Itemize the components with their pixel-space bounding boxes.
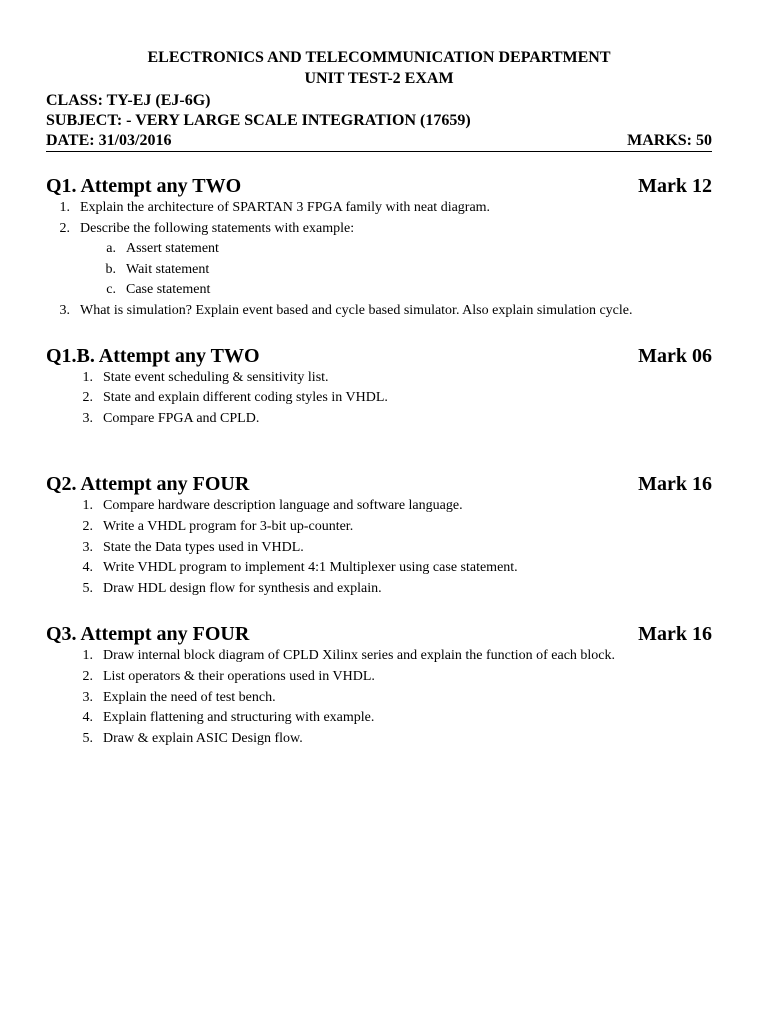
question-number: 2. (59, 220, 70, 236)
exam-paper (46, 47, 712, 749)
question-number: 4. (82, 710, 93, 726)
question-text: Draw & explain ASIC Design flow. (103, 730, 303, 746)
section-title: Q3. Attempt any FOUR (46, 623, 250, 646)
sub-question-text: Case statement (126, 282, 211, 298)
section-title: Q2. Attempt any FOUR (46, 473, 250, 496)
question-item (46, 579, 712, 600)
question-number: 5. (82, 730, 93, 746)
question-number: 3. (82, 539, 93, 555)
question-number: 4. (82, 560, 93, 576)
sub-question-item (46, 239, 712, 260)
exam-title: UNIT TEST-2 EXAM (304, 70, 454, 87)
question-item (46, 729, 712, 750)
question-text: What is simulation? Explain event based and cycle based simulator. Also explain simulation cycle. (80, 302, 633, 318)
question-list (46, 368, 712, 430)
section-mark: Mark 12 (638, 175, 712, 197)
section-q2 (46, 472, 712, 599)
section-q1b (46, 344, 712, 430)
total-marks: MARKS: 50 (627, 132, 712, 149)
question-number: 2. (82, 390, 93, 406)
section-q1 (46, 174, 712, 322)
department-title: ELECTRONICS AND TELECOMMUNICATION DEPARTMENT (147, 49, 611, 66)
question-text: Describe the following statements with example: (80, 220, 355, 236)
question-item (46, 646, 712, 667)
sub-question-item (46, 260, 712, 281)
question-text: Write a VHDL program for 3-bit up-counter. (103, 518, 354, 534)
question-item (46, 496, 712, 517)
question-number: 2. (82, 668, 93, 684)
sub-question-letter: a. (106, 241, 116, 257)
question-text: List operators & their operations used in VHDL. (103, 668, 375, 684)
section-header (46, 344, 712, 368)
question-item (46, 409, 712, 430)
question-item (46, 667, 712, 688)
question-number: 2. (82, 518, 93, 534)
question-item (46, 688, 712, 709)
question-item (46, 538, 712, 559)
question-text: State and explain different coding styles in VHDL. (103, 390, 388, 406)
question-text: State event scheduling & sensitivity list. (103, 369, 329, 385)
section-title: Q1.B. Attempt any TWO (46, 344, 260, 367)
date-marks-row (46, 131, 712, 152)
section-title: Q1. Attempt any TWO (46, 175, 242, 197)
question-text: Draw HDL design flow for synthesis and explain. (103, 580, 382, 596)
question-item (46, 219, 712, 240)
section-q3 (46, 622, 712, 749)
question-number: 1. (82, 648, 93, 664)
question-item (46, 198, 712, 219)
question-item (46, 558, 712, 579)
question-list (46, 496, 712, 599)
question-list (46, 646, 712, 749)
question-item (46, 301, 712, 322)
question-text: Explain the need of test bench. (103, 689, 276, 705)
question-item (46, 708, 712, 729)
question-number: 3. (82, 410, 93, 426)
question-number: 1. (59, 200, 70, 215)
sub-question-item (46, 280, 712, 301)
question-list (46, 198, 712, 322)
question-text: Compare FPGA and CPLD. (103, 410, 260, 426)
subject-line: SUBJECT: - VERY LARGE SCALE INTEGRATION (17659) (46, 112, 471, 129)
section-header (46, 174, 712, 198)
question-number: 1. (82, 498, 93, 514)
section-mark: Mark 16 (638, 473, 712, 496)
question-number: 1. (82, 369, 93, 385)
sub-question-text: Assert statement (126, 241, 219, 257)
question-number: 3. (59, 302, 70, 318)
question-text: Write VHDL program to implement 4:1 Multiplexer using case statement. (103, 560, 518, 576)
sub-question-letter: b. (105, 261, 116, 277)
question-text: State the Data types used in VHDL. (103, 539, 304, 555)
question-number: 5. (82, 580, 93, 596)
question-text: Compare hardware description language and software language. (103, 498, 463, 514)
section-header (46, 622, 712, 646)
question-item (46, 368, 712, 389)
sub-question-text: Wait statement (126, 261, 210, 277)
question-text: Draw internal block diagram of CPLD Xilinx series and explain the function of each block. (103, 648, 616, 664)
question-text: Explain flattening and structuring with example. (103, 710, 375, 726)
sub-question-letter: c. (106, 282, 116, 298)
class-line: CLASS: TY-EJ (EJ-6G) (46, 92, 211, 109)
date-line: DATE: 31/03/2016 (46, 132, 172, 149)
question-text: Explain the architecture of SPARTAN 3 FPGA family with neat diagram. (80, 200, 491, 215)
question-number: 3. (82, 689, 93, 705)
question-item (46, 388, 712, 409)
question-item (46, 517, 712, 538)
section-mark: Mark 06 (638, 344, 712, 367)
section-mark: Mark 16 (638, 623, 712, 646)
section-header (46, 472, 712, 496)
